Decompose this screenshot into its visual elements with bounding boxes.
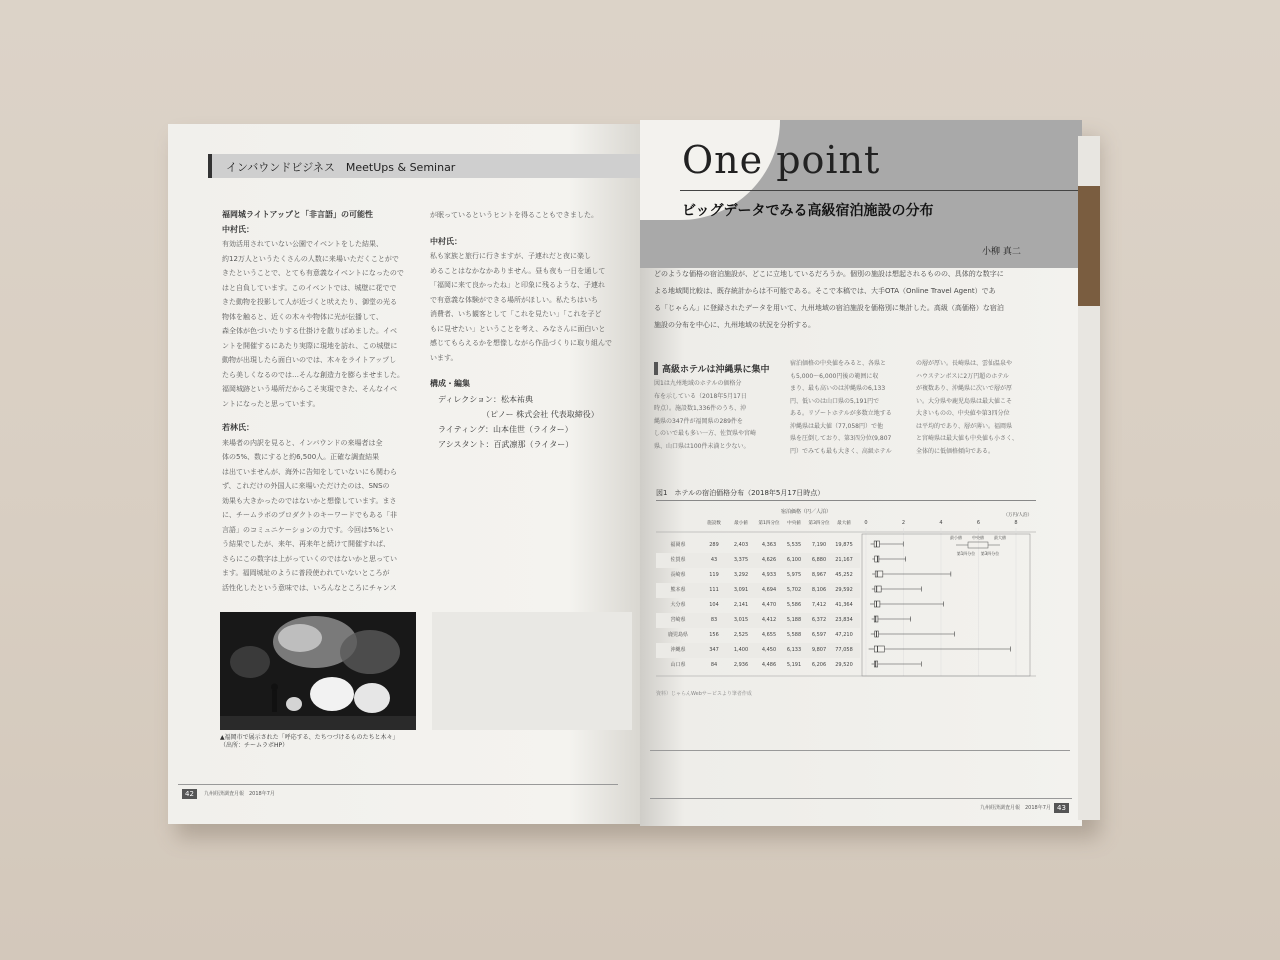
plot-frame [862,534,1030,676]
text-line: が眠っているというヒントを得ることもできました。 [430,211,598,219]
table-cell: 4,694 [761,587,777,593]
next-page-photo-strip [1078,186,1100,306]
faded-photo [432,612,632,730]
text-line: 感じてもらえるかを想像しながら作品づくりに取り組んで [430,339,612,347]
left-column-2 [430,208,630,452]
iqr-box [874,646,884,652]
pref-label: 沖縄県 [670,647,686,653]
next-page-edge [1078,136,1100,820]
right-page [640,120,1082,826]
paragraph [430,208,630,223]
axis-tick-label: 8 [1014,520,1018,526]
table-cell: 111 [709,587,719,593]
page-number: 43 [1054,803,1069,813]
group-header: 宿泊価格（円／人泊） [780,509,832,515]
iqr-box [874,601,880,607]
table-cell: 41,364 [835,602,853,608]
table-cell: 2,403 [733,542,749,548]
text-line: ディレクション：松本祐典 [438,394,534,404]
footer-text: 九州経済調査月報 2018年7月 [980,805,1051,811]
legend-label: 中央値 [972,535,984,540]
figure-source-note: 資料）じゃらんWebサービスより筆者作成 [656,691,752,697]
pref-label: 長崎県 [670,572,686,578]
table-cell: 1,400 [733,647,749,653]
speaker-label: 中村氏： [222,224,254,234]
left-page-header [208,154,640,178]
text-line: ある。リゾートホテルが多数立地する [790,410,892,417]
page-number: 42 [182,789,197,799]
legend-label: 最大値 [994,535,1006,540]
iqr-box [875,571,883,577]
text-line: アシスタント：百武凛那（ライター） [438,439,574,449]
text-line: ントを開催するにあたり実際に現地を訪れ、この城壁に [222,341,398,350]
axis-tick-label: 0 [864,520,868,526]
text-line: います。 [430,353,458,362]
table-cell: 119 [709,572,719,578]
table-cell: 19,875 [835,542,853,548]
table-cell: 4,486 [761,662,777,668]
left-page [168,124,640,824]
text-line: 円）でみても最も大きく、高級ホテル [790,447,892,455]
right-column-2 [790,358,910,458]
table-cell: 8,106 [811,587,827,593]
text-line: きた動物を投影して人が近づくと吠えたり、御堂の光る [222,298,397,306]
axis-unit: （万円/人泊） [1003,513,1032,518]
column-header: 第3四分位 [808,521,830,526]
text-line: 縄県の347件が福岡県の289件を [654,417,743,425]
table-cell: 6,597 [811,632,827,638]
text-line: 約12万人というたくさんの人数に来場いただくことがで [222,254,399,263]
paragraph [222,436,418,596]
table-cell: 104 [709,602,719,608]
table-cell: 4,655 [761,632,777,638]
legend-label: 最小値 [950,535,962,540]
text-line: い。大分県や鹿児島県は最大値こそ [916,397,1013,405]
photo-caption: ▲福岡市で展示された「呼応する、たちつづけるものたちと木々」 （出所：チームラボHP） [220,734,399,749]
text-line: 時点）。施設数1,336件のうち、沖 [654,405,747,412]
table-cell: 47,210 [835,632,853,638]
text-line: ハウステンボスに2万円超のホテル [916,372,1009,380]
table-cell: 4,933 [761,572,777,578]
table-cell: 6,206 [811,662,827,668]
text-line: はと自負しています。このイベントでは、城壁に花でで [222,283,397,292]
text-line: 私も家族と旅行に行きますが、子連れだと夜に楽し [430,252,591,260]
column-header: 施設数 [707,521,721,526]
credits [430,392,630,452]
table-cell: 4,470 [761,602,777,608]
legend-label: 第1四分位 [956,551,976,556]
table-cell: 2,141 [733,602,749,608]
light-installation-photo [220,612,416,730]
table-cell: 3,015 [733,617,749,623]
pref-label: 大分県 [670,602,686,608]
table-cell: 6,372 [811,617,827,623]
credits-title: 構成・編集 [430,379,470,388]
text-line: 消費者、いち観客として「これを見たい」「これを子ど [430,310,602,318]
text-line: まり、最も高いのは沖縄県の6,133 [790,385,886,392]
table-cell: 5,188 [786,617,802,623]
text-line: さらにこの数字は上がっていくのではないかと思ってい [222,554,397,563]
right-column-1 [654,378,774,453]
pref-label: 山口県 [670,662,686,668]
speaker-label: 若林氏： [222,423,254,432]
section-heading: 高級ホテルは沖縄県に集中 [654,362,770,375]
title-rule [680,190,1080,191]
text-line: の層が厚い。長崎県は、雲仙温泉や [916,360,1013,367]
text-line: きたということで、とても有意義なイベントになったので [222,269,404,277]
header-title: インバウンドビジネス MeetUps & Seminar [226,161,456,174]
text-line: 動物が出現したら面白いのでは、木々をライトアップし [222,356,397,364]
row-band [656,553,860,568]
iqr-box [875,586,881,592]
text-line: と宮崎県は最大値も中央値も小さく、 [916,435,1018,442]
table-cell: 23,834 [835,617,853,623]
table-cell: 5,191 [786,662,802,668]
table-cell: 21,167 [835,557,853,563]
iqr-box [874,541,879,547]
text-line: めることはなかなかありません。昼も夜も一日を通して [430,266,606,275]
table-cell: 84 [710,662,718,668]
text-line: 活性化したという意味では、いろんなところにチャンス [222,583,397,592]
text-line: ントになったと思っています。 [222,399,320,408]
text-line: 図1は九州地域のホテルの価格分 [654,380,742,387]
table-cell: 45,252 [835,572,853,578]
table-cell: 347 [709,647,719,653]
pref-label: 福岡県 [670,542,686,548]
text-line: 来場者の内訳を見ると、インバウンドの来場者は全 [222,438,383,447]
table-cell: 4,626 [761,557,777,563]
text-line: 言語」のコミュニケーションの力です。今回は5%とい [222,525,394,534]
pref-label: 熊本県 [670,587,686,593]
article-heading: 福岡城ライトアップと「非言語」の可能性 [222,210,373,219]
intro-paragraph [654,266,1050,334]
text-line: 物体を触ると、近くの木々や物体に光が伝播して、 [222,312,383,321]
row-band [656,643,860,658]
table-cell: 5,586 [786,602,802,608]
table-cell: 3,375 [733,557,749,563]
text-line: 施設の分布を中心に、九州地域の状況を分析する。 [654,321,815,329]
table-cell: 29,520 [835,662,853,668]
speaker-label: 中村氏： [430,236,462,246]
pref-label: 佐賀県 [670,557,686,563]
text-line: 森全体が色づいたりする仕掛けを散りばめました。イベ [222,327,397,335]
table-cell: 83 [710,617,718,623]
text-line: 布を示している（2018年5月17日 [654,392,747,400]
text-line: る「じゃらん」に登録されたデータを用いて、九州地域の宿泊施設を価格別に集計した。高級（高価格）な宿泊 [654,304,1004,312]
text-line: う結果でしたが、来年、再来年と続けて開催すれば、 [222,540,390,548]
column-header: 最小値 [734,521,748,526]
left-column-1 [222,208,418,595]
right-page-footer [650,798,1072,812]
paragraph [222,237,418,411]
text-line: 県、山口県は100件未満と少ない。 [654,442,750,450]
text-line: ます。福岡城址のように普段使われていないところが [222,569,390,577]
text-line: もに見せたい」ということを考え、みなさんに面白いと [430,324,606,333]
table-cell: 2,525 [733,632,749,638]
text-line: で有意義な体験ができる場所がほしい。私たちはいち [430,295,598,304]
table-cell: 5,975 [786,572,802,578]
text-line: も5,000～6,000円後の範囲に収 [790,372,879,380]
axis-tick-label: 4 [939,520,943,526]
table-cell: 29,592 [835,587,853,593]
table-cell: 77,058 [835,647,853,653]
text-line: ライティング：山本佳世（ライター） [438,424,573,434]
column-header: 最大値 [837,521,851,526]
text-line: が複数あり、沖縄県に次いで層が厚 [916,385,1013,392]
right-column-3 [916,358,1036,458]
text-line: しのいで最も多い一方、佐賀県や宮崎 [654,430,757,437]
table-cell: 3,091 [733,587,749,593]
author-name: 小柳 真二 [982,247,1021,257]
text-line: は平均的であり、層が薄い。福岡県 [916,422,1013,430]
table-cell: 6,100 [786,557,802,563]
table-cell: 156 [709,632,719,638]
one-point-title: One point [682,138,881,182]
left-page-footer [178,784,618,798]
table-cell: 4,412 [761,617,777,623]
price-distribution-chart [656,506,1036,686]
text-line: 「福岡に来て良かったね」と印象に残るような、子連れ [430,281,605,289]
table-cell: 9,807 [811,647,827,653]
text-line: 福岡城跡という場所だからこそ実現できた、そんなイベ [222,385,397,393]
legend-label: 第3四分位 [980,551,1000,556]
text-line: 宿泊価格の中央値をみると、各県と [790,360,887,367]
text-line: たら美しくなるのでは…そんな創造力を膨らませました。 [222,370,404,379]
page-rule [650,750,1070,751]
text-line: 体の5%、数にすると約6,500人。正確な調査結果 [222,453,380,461]
text-line: ず、これだけの外国人に来場いただけたのは、SNSの [222,482,390,490]
table-cell: 5,588 [786,632,802,638]
pref-label: 鹿児島県 [667,632,689,638]
text-line: に、チームラボのプロダクトのキーワードでもある「非 [222,511,397,519]
text-line: よる地域間比較は、既存統計からは不可能である。そこで本稿では、大手OTA（Online Travel Agent）であ [654,287,996,295]
iqr-box [875,556,879,562]
row-band [656,613,860,628]
table-cell: 6,880 [811,557,827,563]
table-cell: 289 [709,542,719,548]
column-header: 第1四分位 [758,521,780,526]
row-band [656,583,860,598]
table-cell: 4,450 [761,647,777,653]
axis-tick-label: 2 [901,520,906,526]
table-cell: 7,412 [811,602,827,608]
text-line: 効果も大きかったのではないかと想像しています。まさ [222,496,397,505]
table-cell: 43 [710,557,718,563]
table-cell: 7,190 [811,542,827,548]
text-line: 県を圧倒しており、第3四分位(9,807 [790,435,892,442]
table-cell: 8,967 [811,572,827,578]
table-cell: 4,363 [761,542,777,548]
legend-box [968,542,988,548]
table-cell: 5,702 [786,587,802,593]
text-line: どのような価格の宿泊施設が、どこに立地しているだろうか。個別の施設は想起されるものの、具体的な数字に [654,270,1004,278]
text-line: 沖縄県は最大値（77,058円）で他 [790,422,883,430]
text-line: 全体的に低価格傾向である。 [916,447,995,455]
text-line: は出ていませんが、海外に告知をしていないにも関わら [222,467,397,476]
axis-tick-label: 6 [976,520,981,526]
table-cell: 5,535 [786,542,802,548]
text-line: 有効活用されていない公園でイベントをした結果、 [222,240,383,248]
table-cell: 3,292 [733,572,749,578]
pref-label: 宮崎県 [670,617,686,623]
table-cell: 2,936 [733,662,749,668]
figure-title: 図1 ホテルの宿泊価格分布（2018年5月17日時点） [656,488,1036,501]
text-line: （ピノー 株式会社 代表取締役） [438,409,599,419]
article-subtitle: ビッグデータでみる高級宿泊施設の分布 [682,203,934,219]
paragraph [430,249,630,365]
table-cell: 6,133 [786,647,802,653]
footer-text: 九州経済調査月報 2018年7月 [204,791,275,797]
column-header: 中央値 [787,521,801,526]
text-line: 大きいものの、中央値や第3四分位 [916,410,1010,417]
text-line: 円、低いのは山口県の5,191円で [790,397,880,405]
